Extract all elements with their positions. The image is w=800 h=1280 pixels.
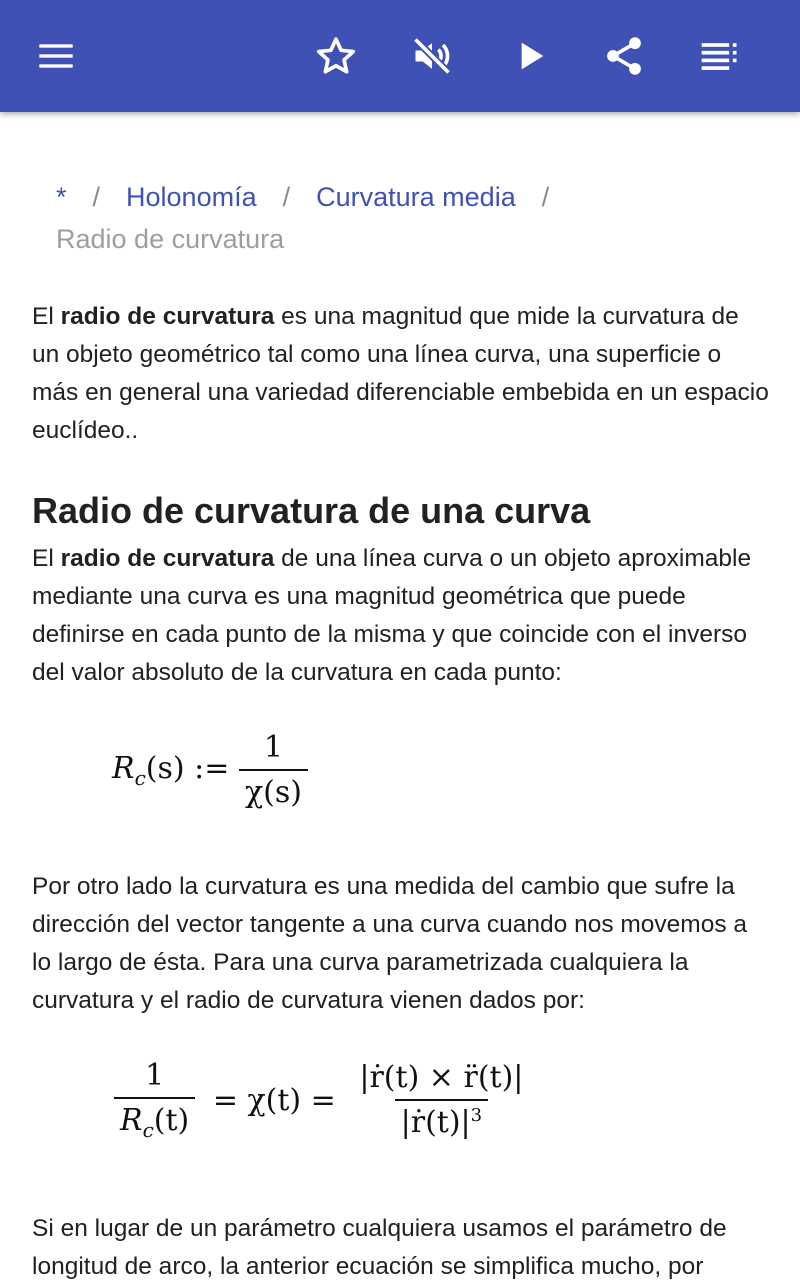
breadcrumb-link-holonomia[interactable]: Holonomía [126, 182, 257, 212]
formula2-right-fraction [353, 1060, 529, 1140]
formula2-subscript: c [142, 1118, 154, 1142]
section-bold-term: radio de curvatura [60, 545, 275, 572]
article-content [0, 112, 800, 1280]
formula2-den2-base: |ṙ(t)| [400, 1105, 471, 1140]
section-heading: Radio de curvatura de una curva [32, 490, 591, 531]
formula2-numerator-2: |ṙ(t) × r̈(t)| [359, 1060, 524, 1095]
formula2-denominator-1 [114, 1097, 195, 1142]
mute-button[interactable] [404, 28, 460, 84]
breadcrumb-link-curvatura-media[interactable]: Curvatura media [316, 182, 516, 212]
formula2-left-fraction [114, 1058, 195, 1142]
section-text-start: El [32, 545, 61, 572]
section-paragraph [32, 540, 772, 692]
curvature-paragraph: Por otro lado la curvatura es una medida del cambio que sufre la dirección del vector tangente a una curva cuando nos movemos a lo largo de ésta. Para una curva parametrizada cualquiera la curvatura y el radio de curvatura vienen dados por: [32, 873, 748, 1014]
formula1-subscript: c [134, 765, 146, 790]
breadcrumb-separator: / [92, 182, 101, 212]
formula2-middle: = χ(t) = [212, 1082, 336, 1118]
formula1-lhs-arg: (s) := [145, 750, 230, 786]
favorite-button[interactable] [308, 28, 364, 84]
formula1-fraction [239, 730, 308, 810]
formula-curvature-parametric [114, 1058, 529, 1142]
menu-icon [36, 36, 76, 76]
breadcrumb-current: Radio de curvatura [56, 224, 285, 254]
intro-bold-term: radio de curvatura [60, 303, 275, 330]
menu-button[interactable] [28, 28, 84, 84]
formula1-numerator: 1 [263, 730, 283, 765]
formula2-den-arg: (t) [153, 1103, 190, 1138]
formula1-denominator: χ(s) [239, 769, 308, 810]
app-bar [0, 0, 800, 112]
contents-button[interactable] [692, 28, 748, 84]
formula2-R: R [120, 1103, 143, 1138]
breadcrumb-separator: / [541, 182, 550, 212]
breadcrumb [56, 176, 756, 260]
intro-text-end: es una magnitud que mide la curvatura de un objeto geométrico tal como una línea curva, una superficie o más en general una variedad diferenciable embebida en un espacio euclídeo.. [32, 303, 769, 444]
star-outline-icon [314, 34, 358, 78]
formula2-numerator-1: 1 [145, 1058, 165, 1093]
formula-radius-definition [112, 730, 308, 810]
play-icon [510, 36, 550, 76]
intro-text-start: El [32, 303, 61, 330]
breadcrumb-link-home[interactable]: * [56, 182, 67, 212]
share-icon [602, 34, 646, 78]
play-button[interactable] [502, 28, 558, 84]
arc-length-paragraph: Si en lugar de un parámetro cualquiera usamos el parámetro de longitud de arco, la anterior ecuación se simplifica mucho, por [32, 1215, 727, 1280]
intro-paragraph [32, 298, 772, 450]
share-button[interactable] [596, 28, 652, 84]
volume-off-icon [410, 34, 454, 78]
formula2-exponent: 3 [470, 1105, 483, 1126]
list-icon [698, 34, 742, 78]
formula2-denominator-2 [395, 1099, 488, 1140]
formula1-R: R [112, 750, 135, 786]
breadcrumb-separator: / [282, 182, 291, 212]
section-text-end: de una línea curva o un objeto aproximable mediante una curva es una magnitud geométrica que puede definirse en cada punto de la misma y que coincide con el inverso del valor absoluto de la curvatura en cada punto: [32, 545, 752, 686]
